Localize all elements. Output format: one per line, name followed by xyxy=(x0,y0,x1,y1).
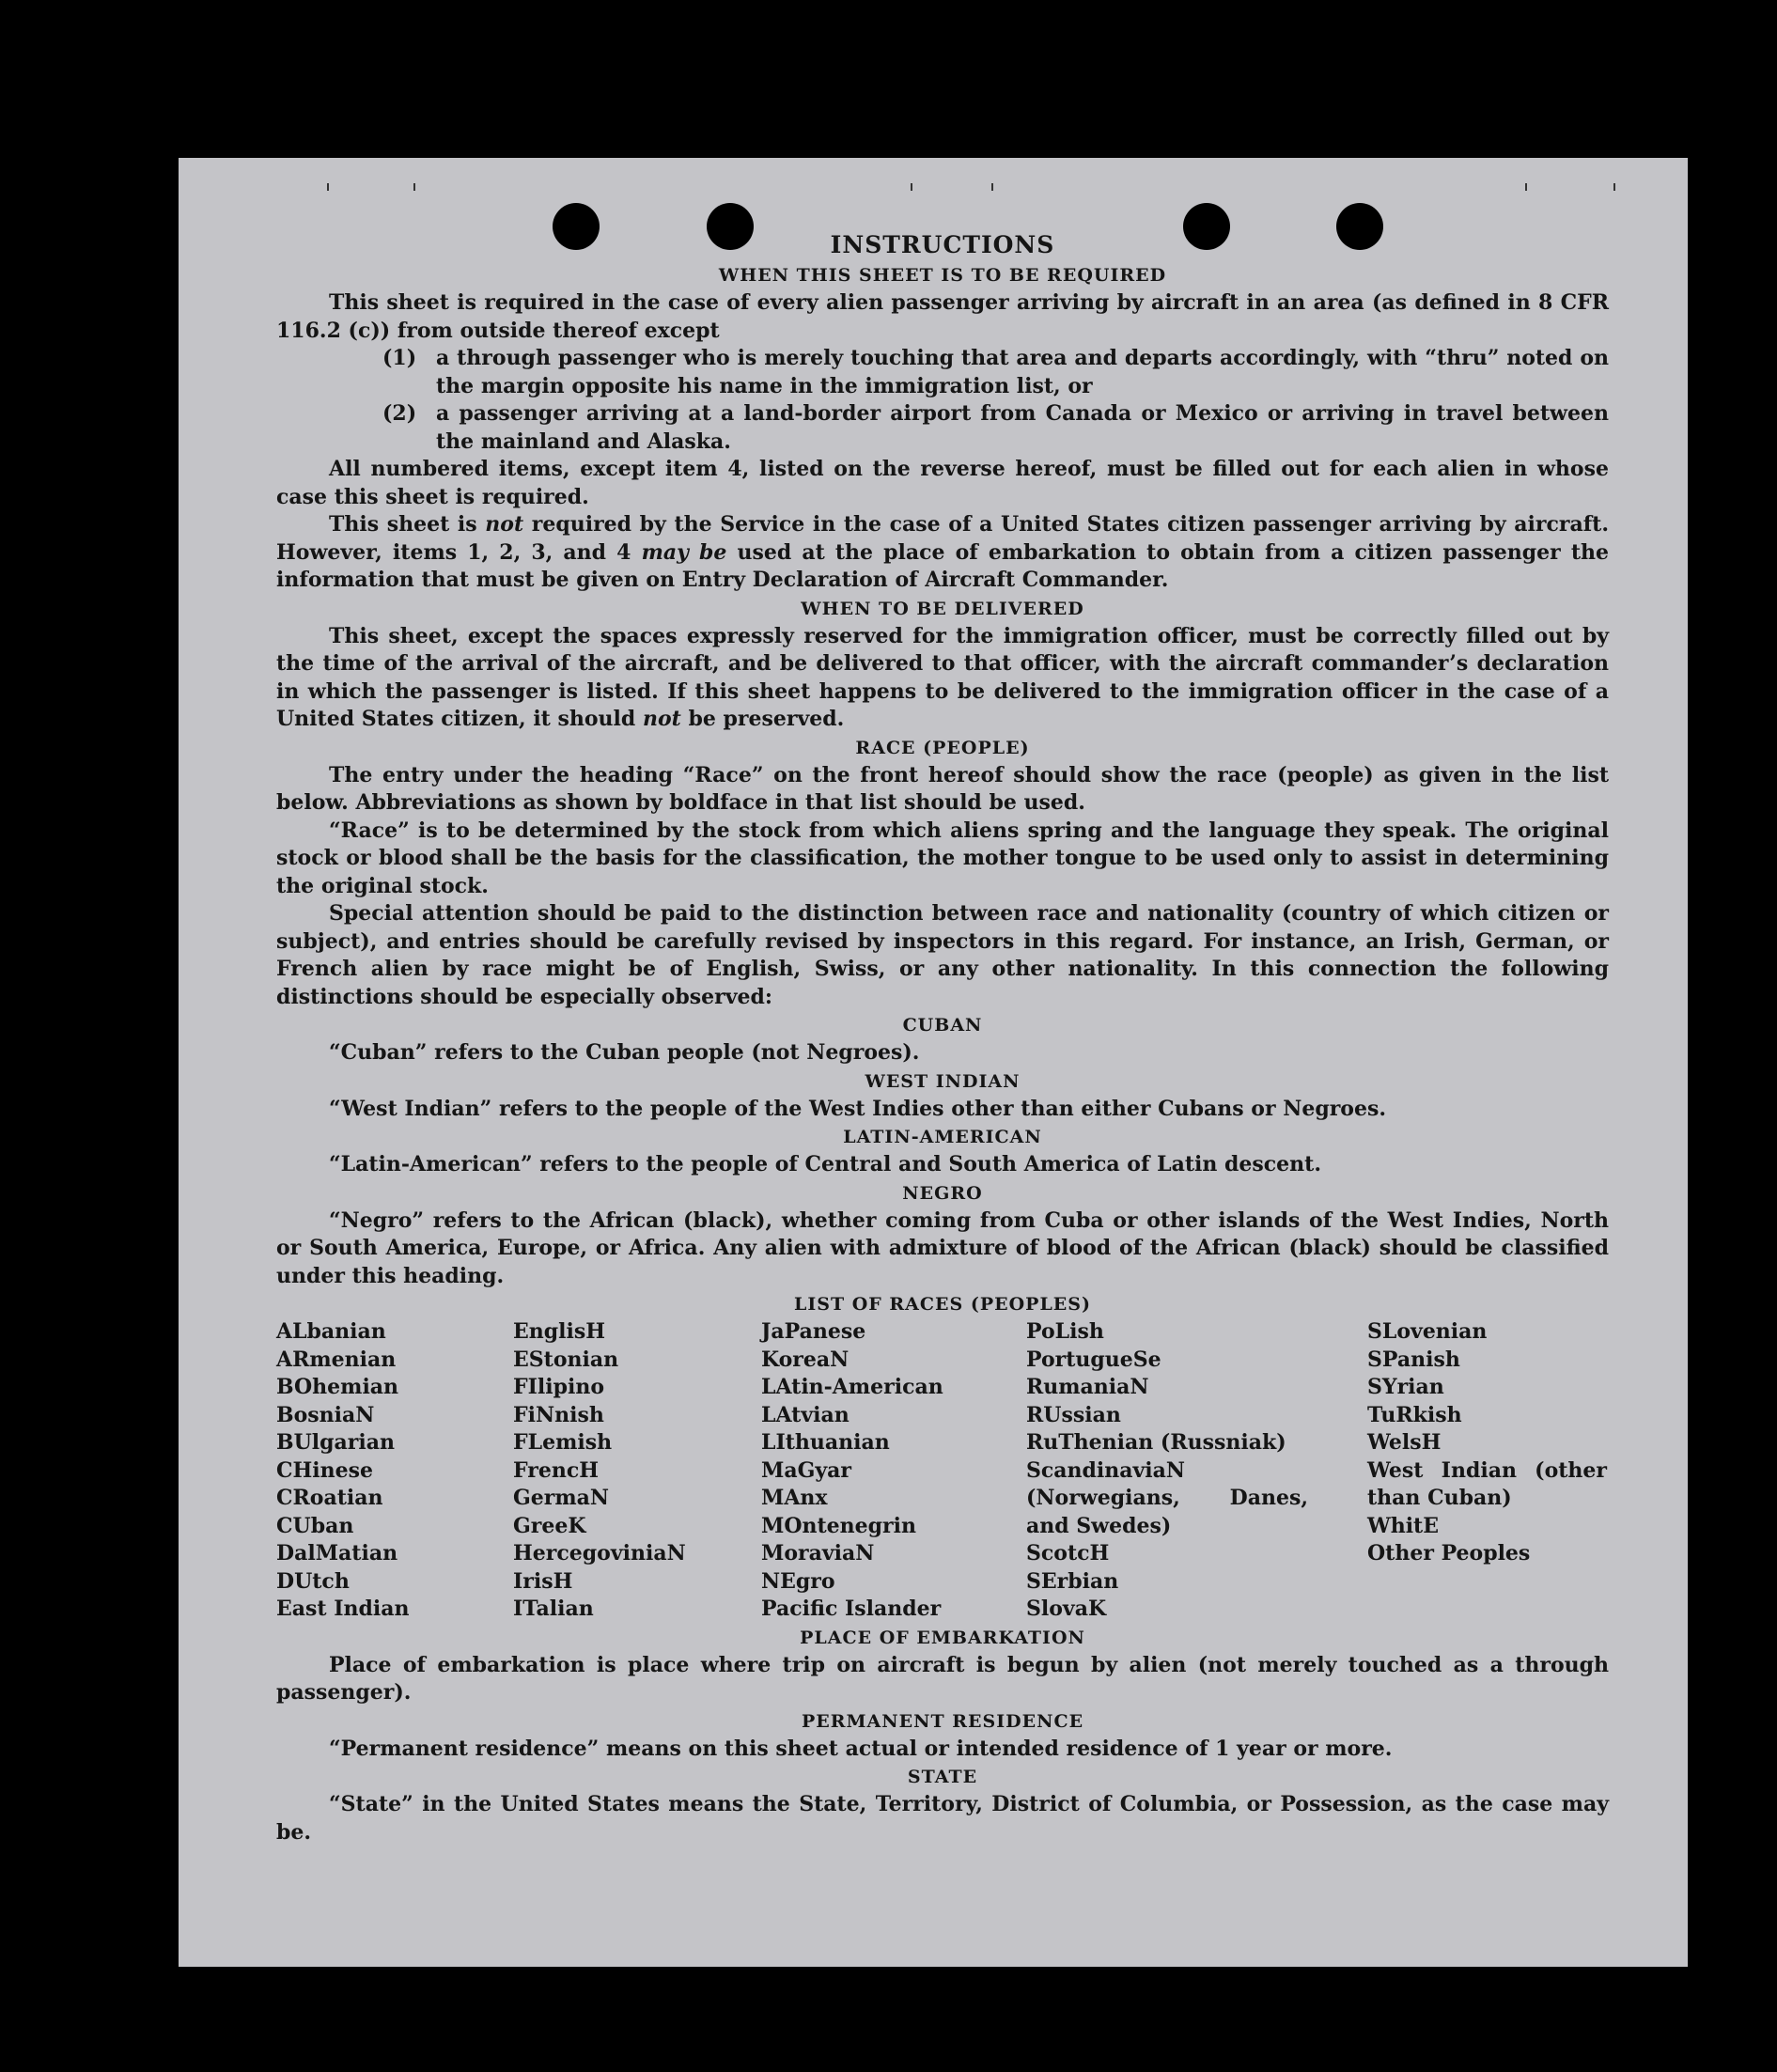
race-p3: Special attention should be paid to the distinction between race and nationality (country of which citizen or subject), and entries should be carefully revised by inspectors in this regard. For instance, an Irish, German, or French alien by race might be of English, Swiss, or any other nationality. In this connection the following distinctions should be especially observed: xyxy=(276,901,1609,1009)
item-number: (1) xyxy=(382,346,417,370)
race-entry: EnglisH xyxy=(513,1319,606,1344)
document-page xyxy=(179,158,1688,1967)
when-required-p3: This sheet is not required by the Service in the case of a United States citizen passenger arriving by aircraft. However, items 1, 2, 3, and 4 may be used at the place of embarkation to obtain from a citizen passenger the information that must be given on Entry Declaration of Aircraft Commander. xyxy=(276,512,1610,592)
race-entry: ITalian xyxy=(513,1597,594,1621)
race-entry: RUssian xyxy=(1026,1402,1121,1427)
race-entry: BOhemian xyxy=(276,1375,399,1399)
race-entry: WelsH xyxy=(1367,1430,1442,1455)
race-entry: BUlgarian xyxy=(276,1430,395,1455)
west-indian-text: “West Indian” refers to the people of the West Indies other than either Cubans or Negroes. xyxy=(329,1096,1387,1121)
race-entry: RumaniaN xyxy=(1026,1375,1149,1399)
exception-item-1 xyxy=(276,345,1609,400)
race-entry: CHinese xyxy=(276,1457,374,1483)
section-heading-negro: NEGRO xyxy=(902,1182,983,1204)
race-entry: TuRkish xyxy=(1367,1402,1462,1427)
when-delivered-text: This sheet, except the spaces expressly reserved for the immigration officer, must be correctly filled out by the time of the arrival of the aircraft, and be delivered to that officer, with the aircraft commander’s declaration in which the passenger is listed. If this sheet happens to be delivered to the immigration officer in the case of a United States citizen, it should not be preserved. xyxy=(276,623,1609,731)
race-entry: ARmenian xyxy=(276,1347,397,1372)
race-entry: PortugueSe xyxy=(1026,1347,1161,1372)
race-entry: MAnx xyxy=(761,1486,828,1510)
race-entry: GermaN xyxy=(513,1486,610,1510)
race-entry: Pacific Islander xyxy=(761,1597,942,1621)
race-entry: Other Peoples xyxy=(1367,1541,1531,1566)
race-p1: The entry under the heading “Race” on the front hereof should show the race (people) as given in the list below. Abbreviations as shown by boldface in that list should be used. xyxy=(276,762,1609,815)
when-required-p2: All numbered items, except item 4, listed on the reverse hereof, must be filled out for each alien in whose case this sheet is required. xyxy=(276,457,1609,509)
race-entry: LAtvian xyxy=(761,1402,850,1427)
race-entry: SErbian xyxy=(1026,1568,1119,1594)
race-entry: WhitE xyxy=(1367,1513,1439,1538)
item-number: (2) xyxy=(382,401,417,426)
race-entry: MOntenegrin xyxy=(761,1513,916,1538)
race-entry: RuThenian (Russniak) xyxy=(1026,1430,1286,1455)
race-entry: NEgro xyxy=(761,1568,835,1594)
race-entry: FLemish xyxy=(513,1430,613,1455)
race-entry: ScotcH xyxy=(1026,1541,1110,1566)
race-entry: PoLish xyxy=(1026,1319,1104,1344)
section-heading-embarkation: PLACE OF EMBARKATION xyxy=(800,1627,1085,1648)
embarkation-text: Place of embarkation is place where trip on aircraft is begun by alien (not merely touched as a through passenger). xyxy=(276,1652,1609,1705)
race-entry: CRoatian xyxy=(276,1486,383,1510)
race-entry: MaGyar xyxy=(761,1457,852,1483)
race-entry: FrencH xyxy=(513,1457,599,1483)
race-entry: IrisH xyxy=(513,1568,573,1594)
margin-tick xyxy=(413,183,415,191)
section-heading-cuban: CUBAN xyxy=(902,1015,983,1036)
page-title: INSTRUCTIONS xyxy=(830,231,1055,258)
when-required-intro: This sheet is required in the case of every alien passenger arriving by aircraft in an area (as defined in 8 CFR 116.2 (c)) from outside thereof except xyxy=(276,290,1609,343)
race-entry: East Indian xyxy=(276,1597,410,1621)
races-column-2 xyxy=(513,1318,761,1624)
races-column-1 xyxy=(276,1318,513,1624)
section-heading-west-indian: WEST INDIAN xyxy=(865,1070,1021,1092)
race-entry: DUtch xyxy=(276,1568,350,1594)
section-heading-when-delivered: WHEN TO BE DELIVERED xyxy=(801,598,1084,619)
race-entry: LAtin-American xyxy=(761,1375,943,1399)
margin-tick xyxy=(991,183,993,191)
section-heading-latin-american: LATIN-AMERICAN xyxy=(843,1127,1042,1147)
races-list xyxy=(276,1318,1609,1624)
margin-tick xyxy=(911,183,912,191)
races-column-4 xyxy=(1026,1318,1367,1624)
race-p2: “Race” is to be determined by the stock from which aliens spring and the language they speak. The original stock or blood shall be the basis for the classification, the mother tongue to be used only to assist in determining the original stock. xyxy=(276,818,1609,898)
section-heading-list-of-races: LIST OF RACES (PEOPLES) xyxy=(794,1294,1091,1315)
race-entry: SYrian xyxy=(1367,1375,1444,1399)
race-entry: MoraviaN xyxy=(761,1541,875,1566)
race-entry: ALbanian xyxy=(276,1319,386,1344)
margin-tick xyxy=(1525,183,1527,191)
race-entry: DalMatian xyxy=(276,1541,398,1566)
residence-text: “Permanent residence” means on this sheet actual or intended residence of 1 year or more. xyxy=(329,1736,1393,1761)
instructions-body xyxy=(276,229,1609,1846)
margin-tick xyxy=(327,183,329,191)
race-entry: HercegoviniaN xyxy=(513,1541,686,1566)
section-heading-when-required: WHEN THIS SHEET IS TO BE REQUIRED xyxy=(718,265,1167,286)
race-entry: FiNnish xyxy=(513,1402,604,1427)
race-entry: EStonian xyxy=(513,1347,619,1372)
section-heading-race: RACE (PEOPLE) xyxy=(855,737,1030,758)
race-entry: LIthuanian xyxy=(761,1430,890,1455)
item-text: a through passenger who is merely touching that area and departs accordingly, with “thru” noted on the margin opposite his name in the immigration list, or xyxy=(436,346,1609,398)
margin-tick xyxy=(1613,183,1615,191)
state-text: “State” in the United States means the State, Territory, District of Columbia, or Possession, as the case may be. xyxy=(276,1792,1609,1845)
race-entry: JaPanese xyxy=(761,1319,866,1344)
race-entry: SPanish xyxy=(1367,1347,1460,1372)
item-text: a passenger arriving at a land-border airport from Canada or Mexico or arriving in travel between the mainland and Alaska. xyxy=(436,401,1609,454)
race-entry: FIlipino xyxy=(513,1375,605,1399)
race-entry: ScandinaviaN (Norwegians, Danes, and Swedes) xyxy=(1026,1457,1308,1538)
negro-text: “Negro” refers to the African (black), whether coming from Cuba or other islands of the West Indies, North or South America, Europe, or Africa. Any alien with admixture of blood of the African (black) should be classified under this heading. xyxy=(276,1207,1609,1288)
exception-item-2 xyxy=(276,400,1609,456)
race-entry: West Indian (other than Cuban) xyxy=(1367,1457,1607,1510)
latin-american-text: “Latin-American” refers to the people of Central and South America of Latin descent. xyxy=(329,1152,1321,1176)
races-column-3 xyxy=(761,1318,1026,1624)
races-column-5 xyxy=(1367,1318,1609,1624)
race-entry: SlovaK xyxy=(1026,1597,1107,1621)
race-entry: GreeK xyxy=(513,1513,586,1538)
section-heading-residence: PERMANENT RESIDENCE xyxy=(801,1710,1084,1732)
race-entry: CUban xyxy=(276,1513,354,1538)
race-entry: BosniaN xyxy=(276,1402,375,1427)
cuban-text: “Cuban” refers to the Cuban people (not Negroes). xyxy=(329,1040,920,1065)
section-heading-state: STATE xyxy=(907,1767,978,1787)
race-entry: KoreaN xyxy=(761,1347,850,1372)
race-entry: SLovenian xyxy=(1367,1319,1488,1344)
